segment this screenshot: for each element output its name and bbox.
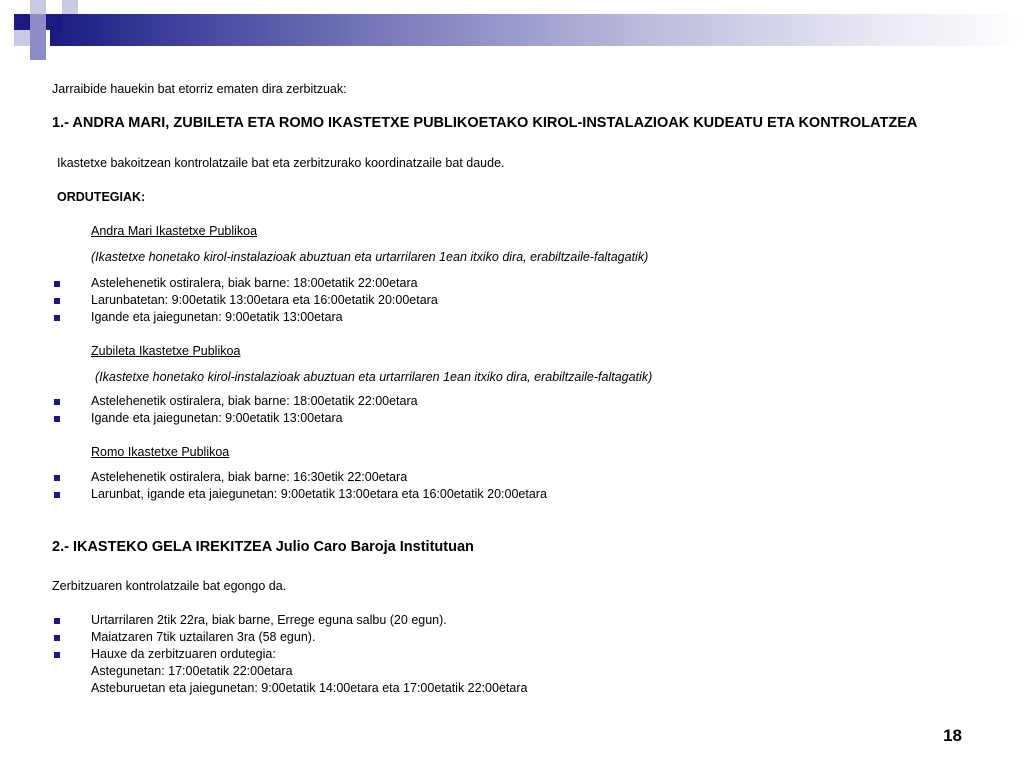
list-item: Igande eta jaiegunetan: 9:00etatik 13:00etara (91, 310, 343, 324)
bullet-icon (54, 652, 60, 658)
list-item: Astelehenetik ostiralera, biak barne: 18:00etatik 22:00etara (91, 276, 418, 290)
intro-text: Jarraibide hauekin bat etorriz ematen dira zerbitzuak: (52, 82, 347, 96)
list-item: Astelehenetik ostiralera, biak barne: 16:30etik 22:00etara (91, 470, 408, 484)
page-number: 18 (943, 726, 962, 745)
school-note-andra-mari: (Ikastetxe honetako kirol-instalazioak abuztuan eta urtarrilaren 1ean itxiko dira, erabiltzaile-faltagatik) (91, 250, 649, 264)
schedules-label: ORDUTEGIAK: (57, 190, 146, 204)
list-item: Larunbatetan: 9:00etatik 13:00etara eta 16:00etatik 20:00etara (91, 293, 438, 307)
section2-description: Zerbitzuaren kontrolatzaile bat egongo da. (52, 579, 287, 593)
section2-title: 2.- IKASTEKO GELA IREKITZEA Julio Caro Baroja Institutuan (52, 539, 474, 555)
bullet-icon (54, 416, 60, 422)
list-item: Igande eta jaiegunetan: 9:00etatik 13:00etara (91, 411, 343, 425)
bullet-icon (54, 618, 60, 624)
bullet-icon (54, 492, 60, 498)
bullet-icon (54, 315, 60, 321)
list-item: Hauxe da zerbitzuaren ordutegia: (91, 647, 276, 661)
bullet-icon (54, 475, 60, 481)
bullet-icon (54, 298, 60, 304)
bullet-icon (54, 635, 60, 641)
bullet-icon (54, 399, 60, 405)
list-item: Larunbat, igande eta jaiegunetan: 9:00etatik 13:00etara eta 16:00etatik 20:00etara (91, 487, 547, 501)
bullet-icon (54, 281, 60, 287)
school-name-andra-mari: Andra Mari Ikastetxe Publikoa (91, 224, 258, 238)
list-item: Urtarrilaren 2tik 22ra, biak barne, Errege eguna salbu (20 egun). (91, 613, 447, 627)
list-item: Maiatzaren 7tik uztailaren 3ra (58 egun). (91, 630, 316, 644)
school-note-zubileta: (Ikastetxe honetako kirol-instalazioak abuztuan eta urtarrilaren 1ean itxiko dira, erabiltzaile-faltagatik) (95, 370, 653, 384)
schedule-line: Astegunetan: 17:00etatik 22:00etara (91, 664, 293, 678)
school-name-zubileta: Zubileta Ikastetxe Publikoa (91, 344, 241, 358)
section1-description: Ikastetxe bakoitzean kontrolatzaile bat eta zerbitzurako koordinatzaile bat daude. (57, 156, 505, 170)
school-name-romo: Romo Ikastetxe Publikoa (91, 445, 230, 459)
header-gradient-bar (50, 14, 1024, 46)
section1-title: 1.- ANDRA MARI, ZUBILETA ETA ROMO IKASTETXE PUBLIKOETAKO KIROL-INSTALAZIOAK KUDEATU ETA KONTROLATZEA (52, 115, 918, 131)
schedule-line: Asteburuetan eta jaiegunetan: 9:00etatik 14:00etara eta 17:00etatik 22:00etara (91, 681, 528, 695)
list-item: Astelehenetik ostiralera, biak barne: 18:00etatik 22:00etara (91, 394, 418, 408)
